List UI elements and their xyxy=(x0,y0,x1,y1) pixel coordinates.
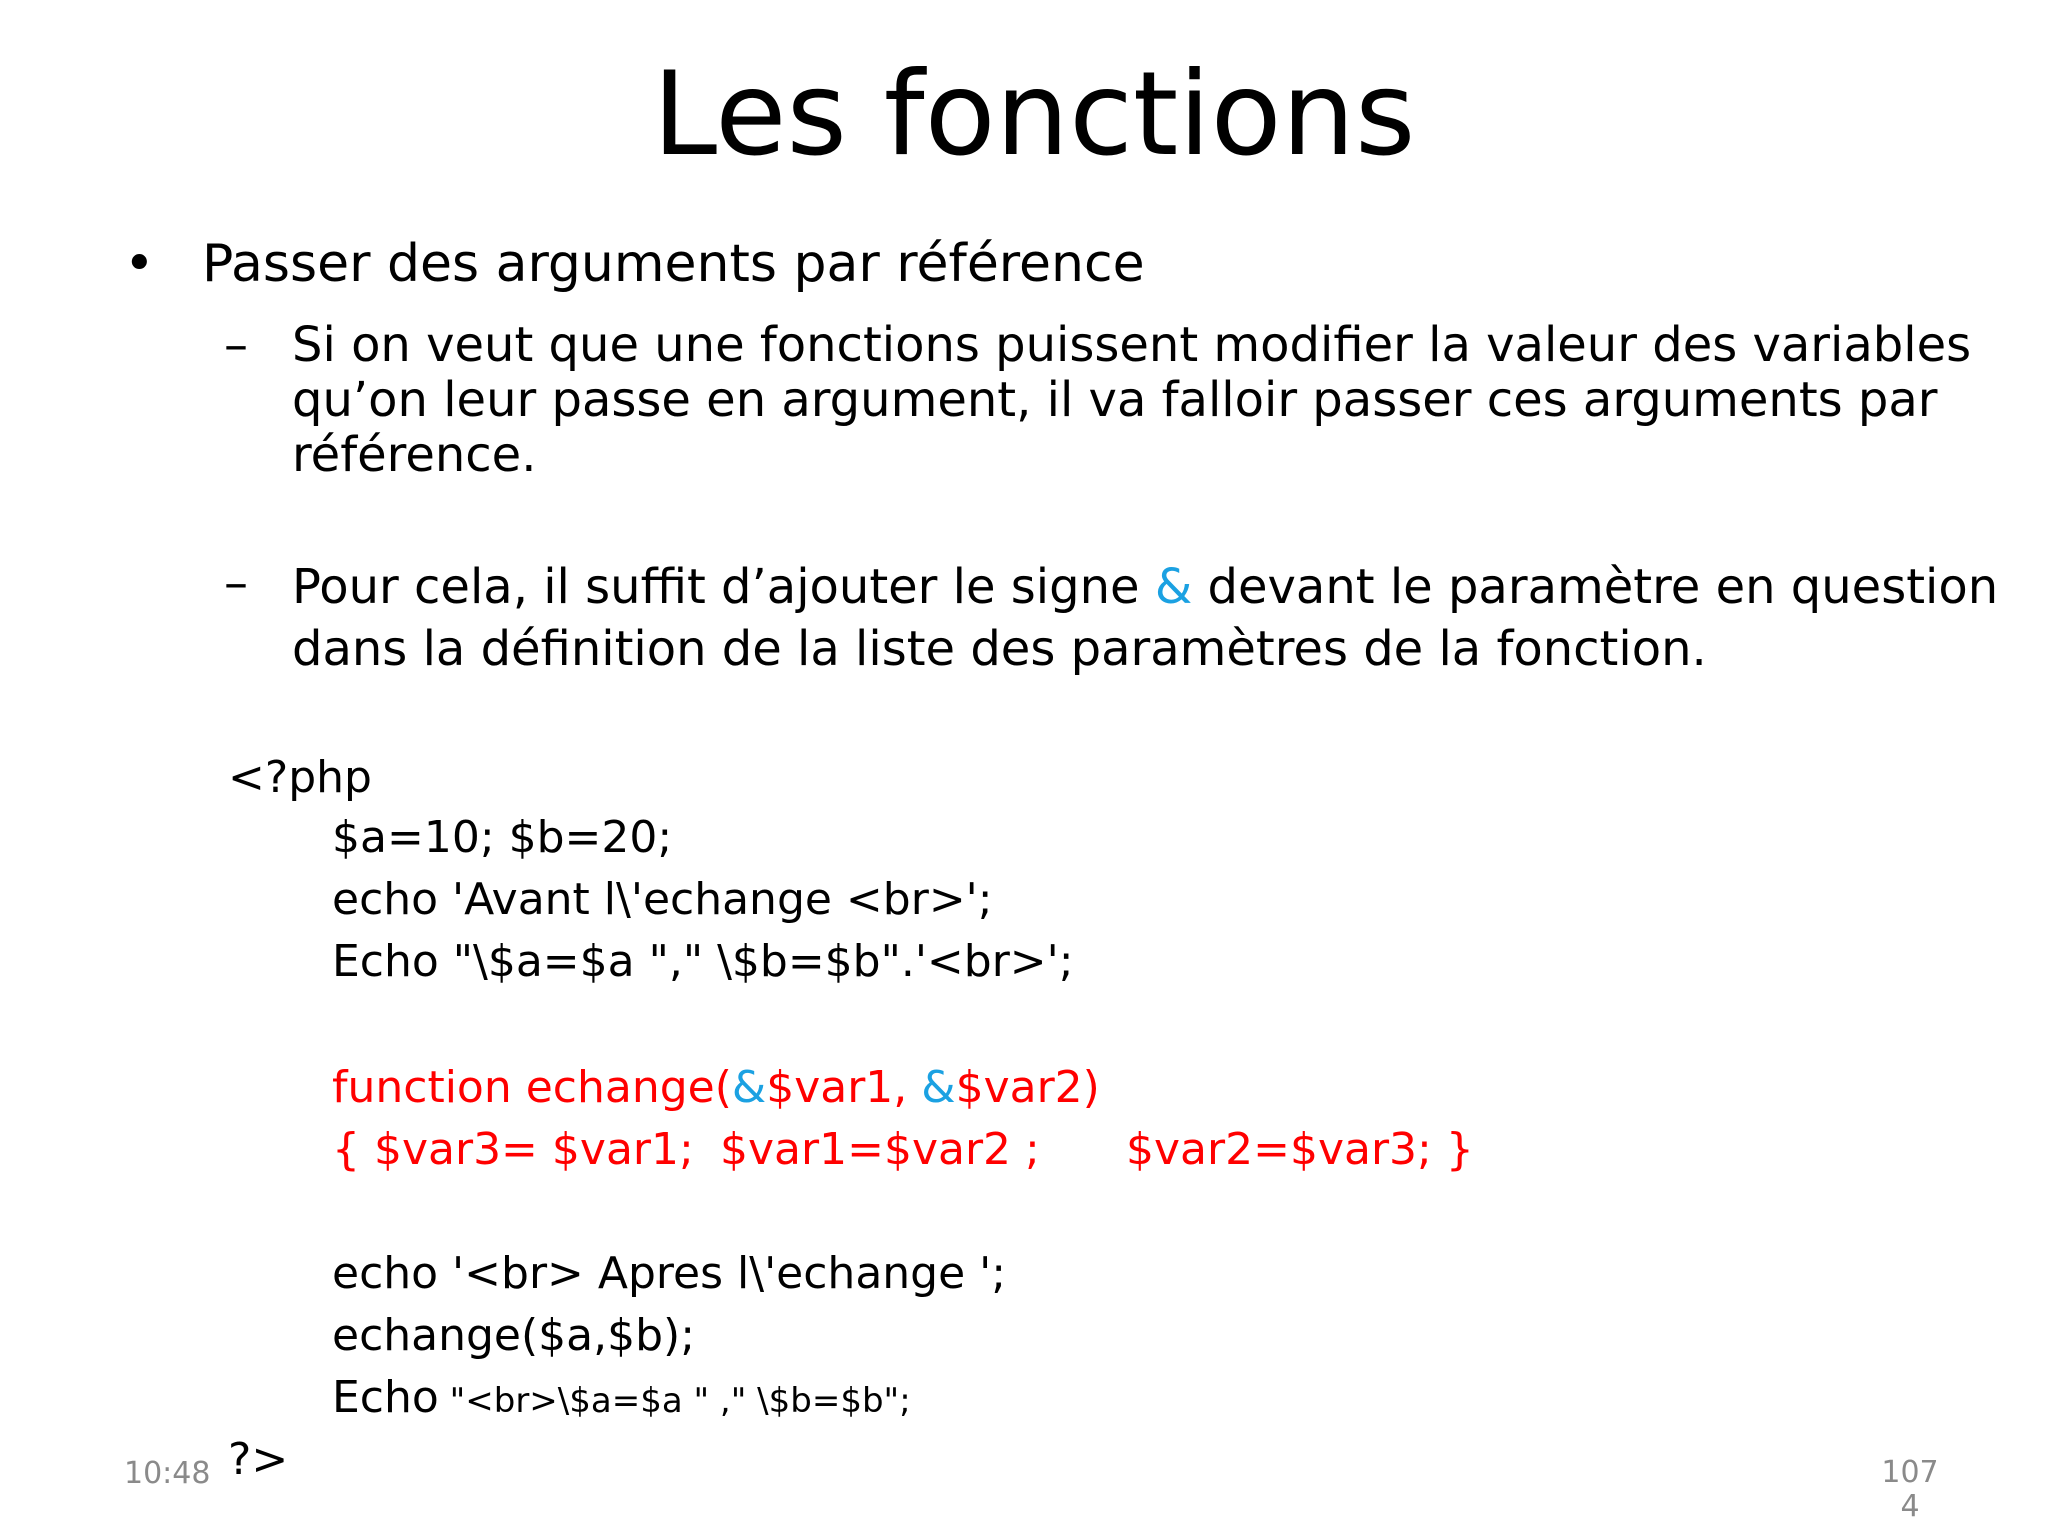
code-token: function echange( xyxy=(332,1062,732,1113)
code-close-tag: ?> xyxy=(228,1434,289,1485)
footer-date-time: 10:48 xyxy=(124,1456,211,1491)
code-function-signature xyxy=(332,1062,1100,1114)
sub-bullet-line xyxy=(292,556,1998,618)
sub-bullet-line: qu’on leur passe en argument, il va falloir passer ces arguments par xyxy=(292,372,1938,428)
code-line: echo '<br> Apres l\'echange '; xyxy=(332,1248,1007,1299)
slide-number xyxy=(1880,1456,1940,1524)
code-function-body: { $var3= $var1; xyxy=(332,1124,694,1175)
code-open-tag: <?php xyxy=(228,752,372,803)
ampersand-symbol: & xyxy=(1154,559,1193,615)
slide-number-line: 107 xyxy=(1881,1455,1939,1490)
sub-bullet-dash: – xyxy=(224,555,248,611)
bullet-text: Passer des arguments par référence xyxy=(202,234,1145,294)
text-segment: Pour cela, il suffit d’ajouter le signe xyxy=(292,559,1155,615)
sub-bullet-line: dans la définition de la liste des paramètres de la fonction. xyxy=(292,621,1707,677)
code-token: Echo xyxy=(332,1372,439,1423)
slide-title: Les fonctions xyxy=(652,47,1416,182)
sub-bullet-line: référence. xyxy=(292,427,537,483)
code-line xyxy=(332,1372,911,1427)
sub-bullet-dash: – xyxy=(224,317,248,373)
ampersand-symbol: & xyxy=(731,1062,767,1113)
bullet-mark: • xyxy=(124,234,155,294)
main-bullet xyxy=(124,232,1145,296)
code-line: Echo "\$a=$a "," \$b=$b".'<br>'; xyxy=(332,936,1074,987)
code-function-body: $var1=$var2 ; xyxy=(720,1124,1040,1175)
ampersand-symbol: & xyxy=(921,1062,956,1113)
code-token: $var1, xyxy=(766,1062,922,1113)
text-segment: devant le paramètre en question xyxy=(1192,559,1999,615)
code-line: echo 'Avant l\'echange <br>'; xyxy=(332,874,993,925)
sub-bullet-line: Si on veut que une fonctions puissent modifier la valeur des variables xyxy=(292,317,1972,373)
code-line: echange($a,$b); xyxy=(332,1310,696,1361)
code-line: $a=10; $b=20; xyxy=(332,812,673,863)
code-function-body: $var2=$var3; } xyxy=(1126,1124,1474,1175)
code-token: $var2) xyxy=(955,1062,1100,1113)
slide-number-line: 4 xyxy=(1900,1489,1920,1524)
code-token: "<br>\$a=$a " ," \$b=$b"; xyxy=(438,1381,911,1421)
